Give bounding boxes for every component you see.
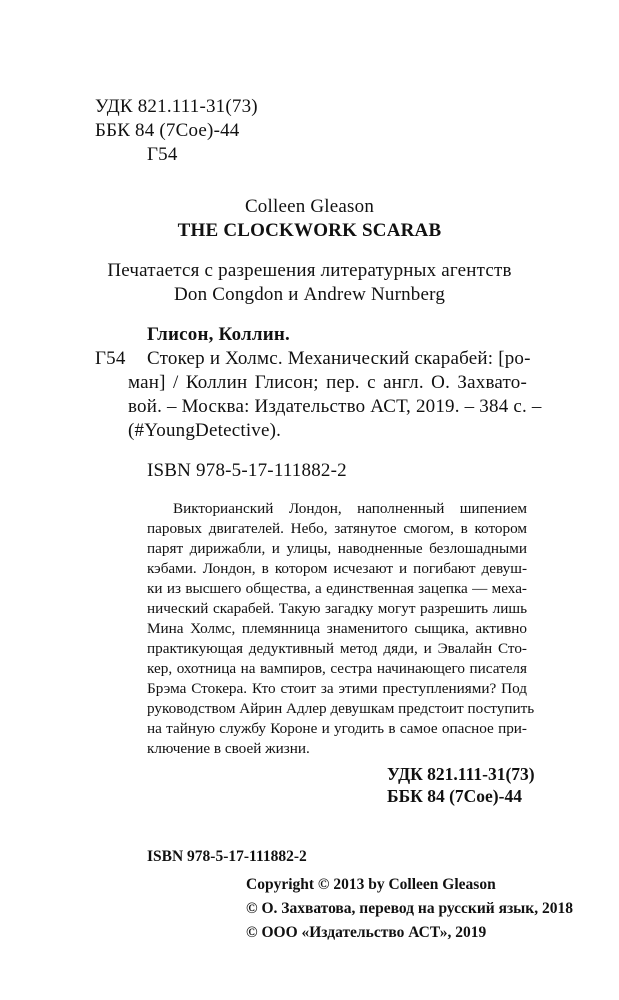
annotation-line: паровых двигателей. Небо, затянутое смогом, в котором: [147, 520, 527, 537]
annotation-line: кер, охотница на вампиров, сестра начинающего писателя: [147, 660, 527, 677]
copyright-line: Copyright © 2013 by Colleen Gleason: [246, 876, 496, 893]
entry-line: ман] / Коллин Глисон; пер. с англ. О. Захвато-: [128, 372, 527, 393]
permission-line-1: Печатается с разрешения литературных агентств: [107, 260, 512, 281]
annotation-line: кэбами. Лондон, в котором исчезают и погибают девуш-: [147, 560, 527, 577]
annotation-bbk: ББК 84 (7Сое)-44: [387, 786, 522, 806]
udk-code: УДК 821.111-31(73): [95, 96, 258, 117]
original-title: THE CLOCKWORK SCARAB: [177, 220, 442, 241]
entry-line: (#YoungDetective).: [128, 420, 282, 441]
copyright-line: © ООО «Издательство АСТ», 2019: [246, 924, 487, 941]
bbk-code: ББК 84 (7Сое)-44: [95, 120, 240, 141]
annotation-line: Мина Холмс, племянница знаменитого сыщика, активно: [147, 620, 527, 637]
permission-line-2: Don Congdon и Andrew Nurnberg: [173, 284, 446, 305]
annotation-line: на тайную службу Короне и угодить в самое опасное при-: [147, 720, 527, 737]
annotation-line: ключение в своей жизни.: [147, 740, 310, 757]
entry-line: вой. – Москва: Издательство АСТ, 2019. – 384 с. –: [128, 396, 542, 417]
annotation-line: Брэма Стокера. Кто стоит за этими преступлениями? Под: [147, 680, 527, 697]
annotation-line: Викторианский Лондон, наполненный шипением: [173, 500, 527, 517]
author-mark: Г54: [147, 144, 178, 165]
original-author: Colleen Gleason: [244, 196, 375, 217]
annotation-line: руководством Айрин Адлер девушкам предстоит поступить: [147, 700, 535, 717]
annotation-udk: УДК 821.111-31(73): [387, 764, 535, 784]
annotation-line: нический скарабей. Такую загадку могут разрешить лишь: [147, 600, 527, 617]
copyright-line: © О. Захватова, перевод на русский язык, 2018: [246, 900, 573, 917]
entry-mark: Г54: [95, 348, 126, 369]
entry-heading: Глисон, Коллин.: [147, 324, 290, 345]
annotation-line: ки из высшего общества, а единственная зацепка — меха-: [147, 580, 527, 597]
isbn-footer: ISBN 978-5-17-111882-2: [147, 848, 307, 865]
isbn-main: ISBN 978-5-17-111882-2: [147, 460, 347, 481]
entry-line: Стокер и Холмс. Механический скарабей: [ро-: [147, 348, 531, 369]
annotation-line: практикующая дедуктивный метод дяди, и Эвалайн Сто-: [147, 640, 527, 657]
annotation-line: парят дирижабли, и улицы, наводненные безлошадными: [147, 540, 527, 557]
